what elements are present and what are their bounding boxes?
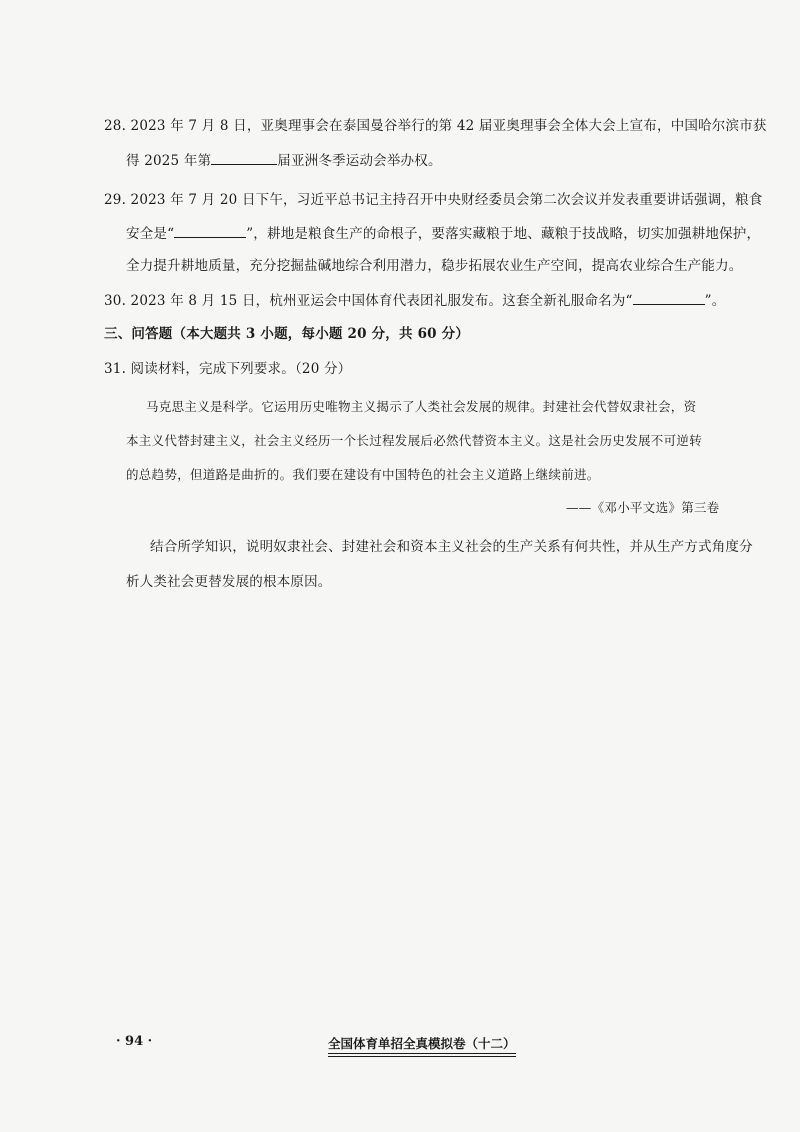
q31-material-source: ——《邓小平文选》第三卷: [566, 500, 720, 515]
page-number: · 94 ·: [116, 1034, 153, 1049]
q30-answer-blank[interactable]: [633, 290, 705, 305]
q29-text-b: ”，耕地是粮食生产的命根子，要落实藏粮于地、藏粮于技战略，切实加强耕地保护，: [246, 226, 761, 242]
section-3-heading: 三、问答题（本大题共 3 小题，每小题 20 分，共 60 分）: [104, 326, 470, 342]
q29-line-3: 全力提升耕地质量，充分挖掘盐碱地综合利用潜力，稳步拓展农业生产空间，提高农业综合生产能力。: [126, 258, 743, 274]
q31-prompt: 31. 阅读材料，完成下列要求。（20 分）: [104, 361, 352, 377]
q28-text-b: 届亚洲冬季运动会举办权。: [277, 153, 442, 169]
q31-material-line-1: 马克思主义是科学。它运用历史唯物主义揭示了人类社会发展的规律。封建社会代替奴隶社会，资: [146, 399, 697, 414]
q30-line-1: [104, 290, 725, 311]
q28-text-a: 得 2025 年第: [126, 153, 212, 169]
q31-material-line-2: 本主义代替封建主义，社会主义经历一个长过程发展后必然代替资本主义。这是社会历史发展不可逆转: [126, 433, 703, 448]
q30-text-b: ”。: [704, 293, 726, 309]
q28-line-1: 28. 2023 年 7 月 8 日，亚奥理事会在泰国曼谷举行的第 42 届亚奥理事会全体大会上宣布，中国哈尔滨市获: [104, 118, 767, 134]
q29-line-2: [126, 223, 760, 244]
q29-answer-blank[interactable]: [174, 223, 246, 238]
q29-text-a: 安全是“: [126, 226, 175, 242]
q28-line-2: [126, 150, 442, 171]
q31-material-line-3: 的总趋势，但道路是曲折的。我们要在建设有中国特色的社会主义道路上继续前进。: [126, 467, 600, 482]
q30-text-a: 30. 2023 年 8 月 15 日，杭州亚运会中国体育代表团礼服发布。这套全新礼服命名为“: [104, 293, 633, 309]
q31-task-line-1: 结合所学知识，说明奴隶社会、封建社会和资本主义社会的生产关系有何共性，并从生产方式角度分: [150, 539, 753, 555]
q31-task-line-2: 析人类社会更替发展的根本原因。: [126, 574, 332, 590]
q29-line-1: 29. 2023 年 7 月 20 日下午，习近平总书记主持召开中央财经委员会第二次会议并发表重要讲话强调，粮食: [104, 192, 763, 208]
footer-title: 全国体育单招全真模拟卷（十二）: [328, 1034, 516, 1054]
q28-answer-blank[interactable]: [211, 150, 277, 165]
